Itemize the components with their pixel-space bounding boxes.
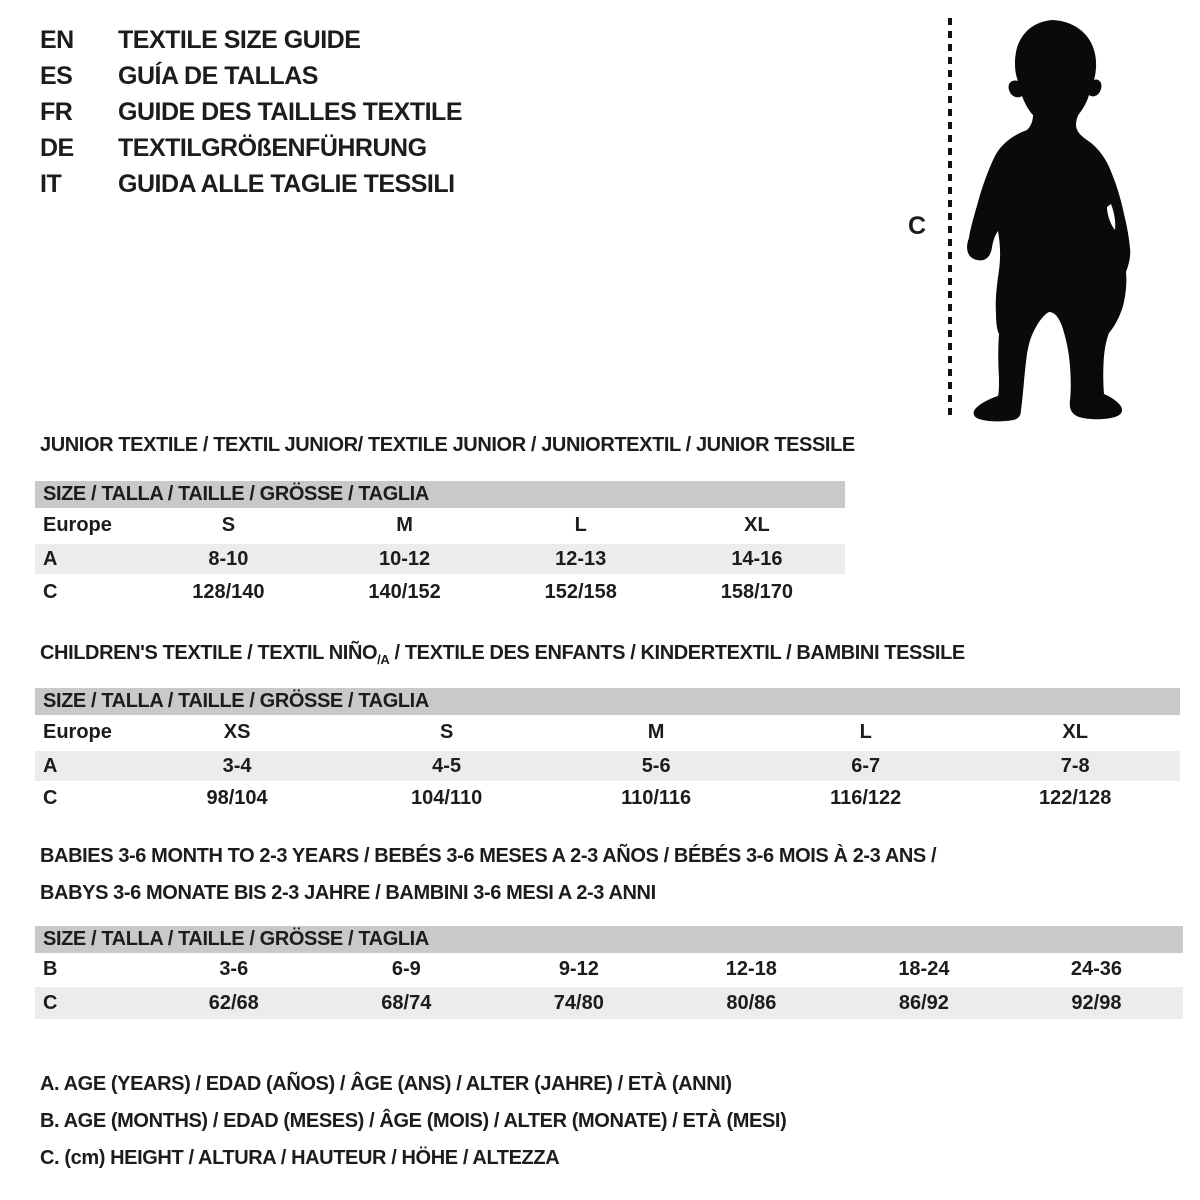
language-code: FR <box>40 97 73 126</box>
table-cell: XL <box>744 513 770 536</box>
children-title-sub: /A <box>377 652 390 667</box>
table-row-europe <box>35 508 845 542</box>
language-title: GUÍA DE TALLAS <box>118 61 318 90</box>
row-label: C <box>43 991 58 1014</box>
table-cell: 158/170 <box>720 580 794 603</box>
table-cell: L <box>859 720 872 743</box>
table-cell: XS <box>223 720 251 743</box>
row-label: C <box>43 580 58 603</box>
table-cell: 62/68 <box>208 991 259 1014</box>
table-cell: 3-6 <box>219 957 249 980</box>
children-size-table <box>35 688 1180 813</box>
table-cell: 18-24 <box>898 957 950 980</box>
table-cell: 4-5 <box>432 754 462 777</box>
size-header-band <box>35 481 845 508</box>
table-cell: S <box>439 720 454 743</box>
size-header-text: SIZE / TALLA / TAILLE / GRÖSSE / TAGLIA <box>43 928 429 950</box>
language-row-de <box>40 130 462 166</box>
table-cell: 6-7 <box>851 754 881 777</box>
size-header-band <box>35 688 1180 715</box>
table-row-months <box>35 953 1183 985</box>
language-title: TEXTILGRÖßENFÜHRUNG <box>118 133 427 162</box>
row-label: A <box>43 754 58 777</box>
toddler-silhouette-icon <box>967 20 1130 421</box>
table-cell: 14-16 <box>731 547 783 570</box>
table-cell: 68/74 <box>381 991 432 1014</box>
junior-section-title: JUNIOR TEXTILE / TEXTIL JUNIOR/ TEXTILE JUNIOR / JUNIORTEXTIL / JUNIOR TESSILE <box>40 434 855 456</box>
table-row-height <box>35 987 1183 1019</box>
table-cell: 12-18 <box>725 957 777 980</box>
children-section-title <box>40 642 965 667</box>
table-cell: 152/158 <box>544 580 617 603</box>
language-title-list <box>40 22 462 202</box>
table-cell: M <box>647 720 665 743</box>
legend-line-b: B. AGE (MONTHS) / EDAD (MESES) / ÂGE (MOIS) / ALTER (MONATE) / ETÀ (MESI) <box>40 1110 787 1132</box>
size-header-text: SIZE / TALLA / TAILLE / GRÖSSE / TAGLIA <box>43 483 429 505</box>
table-cell: 104/110 <box>411 786 483 809</box>
children-title-pre: CHILDREN'S TEXTILE / TEXTIL NIÑO <box>40 642 378 664</box>
table-cell: 5-6 <box>641 754 671 777</box>
table-cell: L <box>574 513 587 536</box>
table-cell: 24-36 <box>1070 957 1122 980</box>
size-header-band <box>35 926 1183 953</box>
language-code: EN <box>40 25 74 54</box>
babies-section-title-line2: BABYS 3-6 MONATE BIS 2-3 JAHRE / BAMBINI 3-6 MESI A 2-3 ANNI <box>40 882 656 904</box>
table-cell: 6-9 <box>391 957 421 980</box>
table-cell: 116/122 <box>830 786 902 809</box>
table-row-height <box>35 783 1180 813</box>
size-header-text: SIZE / TALLA / TAILLE / GRÖSSE / TAGLIA <box>43 690 429 712</box>
table-cell: 74/80 <box>553 991 604 1014</box>
table-cell: 12-13 <box>555 547 607 570</box>
height-measure-label: C <box>908 212 927 240</box>
row-label: C <box>43 786 58 809</box>
language-code: DE <box>40 133 74 162</box>
table-cell: 140/152 <box>368 580 441 603</box>
table-cell: XL <box>1062 720 1088 743</box>
table-cell: M <box>396 513 413 536</box>
legend-line-a: A. AGE (YEARS) / EDAD (AÑOS) / ÂGE (ANS) / ALTER (JAHRE) / ETÀ (ANNI) <box>40 1073 732 1095</box>
table-cell: S <box>221 513 236 536</box>
table-row-age <box>35 544 845 574</box>
row-label: A <box>43 547 58 570</box>
table-cell: 7-8 <box>1060 754 1090 777</box>
figure-area <box>900 0 1200 440</box>
table-cell: 92/98 <box>1071 991 1122 1014</box>
language-row-it <box>40 166 462 202</box>
table-cell: 9-12 <box>558 957 599 980</box>
babies-section-title-line1: BABIES 3-6 MONTH TO 2-3 YEARS / BEBÉS 3-6 MESES A 2-3 AÑOS / BÉBÉS 3-6 MOIS À 2-3 ANS / <box>40 845 937 867</box>
table-cell: 98/104 <box>206 786 268 809</box>
table-row-height <box>35 576 845 608</box>
language-title: GUIDE DES TAILLES TEXTILE <box>118 97 463 126</box>
language-row-es <box>40 58 462 94</box>
measure-legend <box>40 1066 786 1177</box>
children-title-post: / TEXTILE DES ENFANTS / KINDERTEXTIL / BAMBINI TESSILE <box>389 642 965 664</box>
legend-line-c: C. (cm) HEIGHT / ALTURA / HAUTEUR / HÖHE / ALTEZZA <box>40 1147 560 1169</box>
table-cell: 8-10 <box>208 547 249 570</box>
row-label: Europe <box>43 513 112 536</box>
babies-size-table <box>35 926 1183 1021</box>
row-label: B <box>43 957 58 980</box>
row-label: Europe <box>43 720 112 743</box>
table-cell: 3-4 <box>222 754 252 777</box>
language-title: GUIDA ALLE TAGLIE TESSILI <box>118 169 455 198</box>
table-cell: 80/86 <box>726 991 777 1014</box>
language-code: ES <box>40 61 73 90</box>
language-code: IT <box>40 169 62 198</box>
table-cell: 86/92 <box>898 991 949 1014</box>
junior-size-table <box>35 481 845 608</box>
figure-graphic <box>900 0 1200 440</box>
table-cell: 110/116 <box>621 786 692 809</box>
table-row-europe <box>35 715 1180 749</box>
table-cell: 122/128 <box>1039 786 1112 809</box>
table-cell: 10-12 <box>378 547 431 570</box>
language-row-fr <box>40 94 462 130</box>
table-row-age <box>35 751 1180 781</box>
language-row-en <box>40 22 462 58</box>
language-title: TEXTILE SIZE GUIDE <box>118 25 361 54</box>
table-cell: 128/140 <box>192 580 265 603</box>
